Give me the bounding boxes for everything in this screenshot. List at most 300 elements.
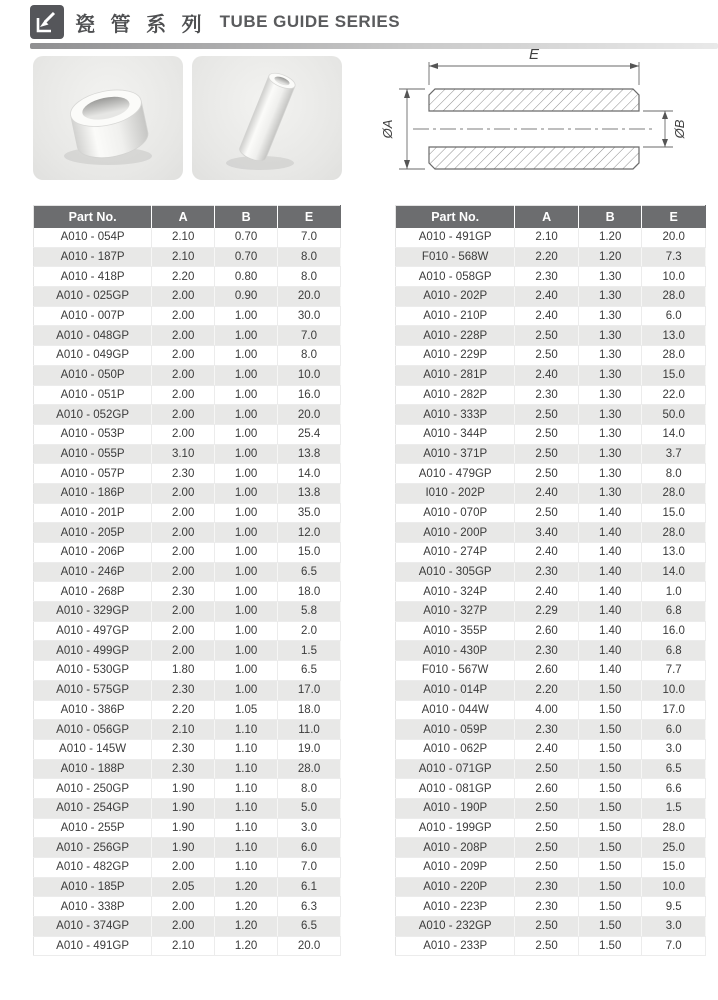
value-cell: 2.00 [152,858,215,878]
value-cell: 6.8 [642,641,706,661]
value-cell: 11.0 [278,720,341,740]
value-cell: 1.00 [215,641,278,661]
value-cell: 2.50 [515,424,579,444]
value-cell: 7.0 [642,936,706,956]
part-no-cell: A010 - 491GP [396,228,515,248]
part-no-cell: A010 - 575GP [34,680,152,700]
value-cell: 28.0 [642,523,706,543]
table-row [34,602,341,622]
part-no-cell: A010 - 371P [396,444,515,464]
value-cell: 2.10 [152,228,215,248]
value-cell: 2.00 [152,405,215,425]
value-cell: 2.50 [515,838,579,858]
value-cell: 2.30 [152,680,215,700]
value-cell: 1.10 [215,720,278,740]
col-header-a: A [152,206,215,228]
value-cell: 10.0 [642,680,706,700]
value-cell: 1.10 [215,798,278,818]
value-cell: 35.0 [278,503,341,523]
value-cell: 1.20 [215,936,278,956]
table-row [396,858,706,878]
table-header-row [34,206,341,228]
col-header-b: B [215,206,278,228]
value-cell: 1.00 [215,483,278,503]
table-row [34,365,341,385]
value-cell: 2.50 [515,798,579,818]
value-cell: 1.00 [215,306,278,326]
value-cell: 1.50 [578,858,642,878]
part-no-cell: A010 - 223P [396,897,515,917]
value-cell: 8.0 [278,346,341,366]
value-cell: 20.0 [278,287,341,307]
value-cell: 6.0 [642,720,706,740]
value-cell: 25.0 [642,838,706,858]
part-no-cell: A010 - 081GP [396,779,515,799]
value-cell: 1.50 [578,838,642,858]
table-row [396,228,706,248]
value-cell: 1.30 [578,346,642,366]
value-cell: 2.30 [515,562,579,582]
value-cell: 1.00 [215,543,278,563]
value-cell: 1.50 [578,700,642,720]
table-row [396,621,706,641]
value-cell: 8.0 [278,247,341,267]
part-no-cell: A010 - 050P [34,365,152,385]
table-row [34,917,341,937]
value-cell: 2.40 [515,306,579,326]
value-cell: 6.5 [642,759,706,779]
value-cell: 15.0 [642,365,706,385]
value-cell: 2.10 [152,936,215,956]
value-cell: 2.00 [152,483,215,503]
part-no-cell: A010 - 186P [34,483,152,503]
value-cell: 28.0 [642,287,706,307]
part-no-cell: A010 - 209P [396,858,515,878]
value-cell: 1.00 [215,424,278,444]
value-cell: 2.40 [515,365,579,385]
part-no-cell: A010 - 386P [34,700,152,720]
value-cell: 0.90 [215,287,278,307]
col-header-b: B [578,206,642,228]
part-no-cell: A010 - 374GP [34,917,152,937]
value-cell: 1.30 [578,405,642,425]
value-cell: 17.0 [278,680,341,700]
value-cell: 3.10 [152,444,215,464]
table-row [396,287,706,307]
part-no-cell: A010 - 048GP [34,326,152,346]
table-row [396,680,706,700]
value-cell: 13.8 [278,483,341,503]
part-no-cell: A010 - 530GP [34,661,152,681]
table-row [34,661,341,681]
value-cell: 1.40 [578,503,642,523]
value-cell: 3.7 [642,444,706,464]
part-no-cell: A010 - 007P [34,306,152,326]
table-row [396,306,706,326]
table-row [396,582,706,602]
value-cell: 19.0 [278,739,341,759]
value-cell: 2.40 [515,287,579,307]
value-cell: 2.05 [152,877,215,897]
tube-top-wall [429,89,639,111]
value-cell: 1.90 [152,779,215,799]
value-cell: 6.0 [278,838,341,858]
table-row [396,464,706,484]
value-cell: 1.20 [578,247,642,267]
value-cell: 1.00 [215,385,278,405]
value-cell: 5.8 [278,602,341,622]
value-cell: 2.30 [515,267,579,287]
col-header-part-no: Part No. [34,206,152,228]
value-cell: 13.0 [642,326,706,346]
table-row [396,326,706,346]
part-no-cell: A010 - 497GP [34,621,152,641]
part-no-cell: A010 - 187P [34,247,152,267]
table-row [396,838,706,858]
table-row [34,798,341,818]
table-row [396,759,706,779]
table-row [396,346,706,366]
value-cell: 2.60 [515,779,579,799]
value-cell: 2.20 [152,700,215,720]
value-cell: 7.3 [642,247,706,267]
value-cell: 1.90 [152,818,215,838]
part-no-cell: A010 - 055P [34,444,152,464]
value-cell: 1.00 [215,503,278,523]
value-cell: 1.90 [152,838,215,858]
col-header-e: E [642,206,706,228]
value-cell: 14.0 [278,464,341,484]
value-cell: 28.0 [642,346,706,366]
part-no-cell: A010 - 059P [396,720,515,740]
spec-table-left [33,205,341,956]
value-cell: 7.0 [278,326,341,346]
part-no-cell: A010 - 305GP [396,562,515,582]
value-cell: 1.00 [215,661,278,681]
value-cell: 1.50 [578,877,642,897]
value-cell: 1.00 [215,346,278,366]
part-no-cell: A010 - 268P [34,582,152,602]
table-row [34,680,341,700]
part-no-cell: A010 - 418P [34,267,152,287]
part-no-cell: A010 - 228P [396,326,515,346]
value-cell: 1.40 [578,661,642,681]
part-no-cell: F010 - 568W [396,247,515,267]
value-cell: 1.40 [578,621,642,641]
part-no-cell: A010 - 052GP [34,405,152,425]
value-cell: 2.00 [152,523,215,543]
value-cell: 18.0 [278,582,341,602]
value-cell: 1.40 [578,523,642,543]
table-row [34,838,341,858]
value-cell: 2.30 [152,582,215,602]
value-cell: 1.10 [215,779,278,799]
value-cell: 1.00 [215,405,278,425]
value-cell: 2.00 [152,562,215,582]
table-row [34,759,341,779]
value-cell: 8.0 [278,267,341,287]
value-cell: 17.0 [642,700,706,720]
table-row [34,444,341,464]
table-row [396,798,706,818]
value-cell: 1.30 [578,326,642,346]
table-row [34,641,341,661]
value-cell: 2.50 [515,405,579,425]
page-header [30,5,400,39]
value-cell: 10.0 [642,877,706,897]
value-cell: 20.0 [642,228,706,248]
table-row [34,700,341,720]
value-cell: 1.20 [215,897,278,917]
table-row [34,897,341,917]
value-cell: 1.50 [578,720,642,740]
part-no-cell: A010 - 250GP [34,779,152,799]
value-cell: 18.0 [278,700,341,720]
part-no-cell: A010 - 281P [396,365,515,385]
value-cell: 3.0 [642,739,706,759]
part-no-cell: A010 - 324P [396,582,515,602]
table-row [396,720,706,740]
part-no-cell: A010 - 256GP [34,838,152,858]
value-cell: 2.00 [152,897,215,917]
value-cell: 14.0 [642,424,706,444]
part-no-cell: A010 - 229P [396,346,515,366]
table-row [34,562,341,582]
value-cell: 3.0 [642,917,706,937]
value-cell: 7.0 [278,858,341,878]
table-row [34,621,341,641]
corner-arrow-icon [30,5,64,39]
value-cell: 2.60 [515,621,579,641]
value-cell: 22.0 [642,385,706,405]
part-no-cell: A010 - 274P [396,543,515,563]
table-row [34,779,341,799]
value-cell: 1.90 [152,798,215,818]
value-cell: 6.3 [278,897,341,917]
part-no-cell: A010 - 205P [34,523,152,543]
tube-photo-short [33,56,183,180]
table-row [396,739,706,759]
part-no-cell: A010 - 188P [34,759,152,779]
part-no-cell: A010 - 255P [34,818,152,838]
part-no-cell: A010 - 208P [396,838,515,858]
table-row [34,503,341,523]
value-cell: 50.0 [642,405,706,425]
part-no-cell: A010 - 190P [396,798,515,818]
dimension-diagram [381,44,711,199]
value-cell: 1.30 [578,306,642,326]
value-cell: 1.40 [578,582,642,602]
part-no-cell: A010 - 499GP [34,641,152,661]
value-cell: 2.30 [515,385,579,405]
value-cell: 1.10 [215,739,278,759]
table-row [34,936,341,956]
value-cell: 1.30 [578,444,642,464]
value-cell: 1.40 [578,562,642,582]
value-cell: 12.0 [278,523,341,543]
table-row [396,818,706,838]
value-cell: 14.0 [642,562,706,582]
value-cell: 6.6 [642,779,706,799]
table-row [396,877,706,897]
value-cell: 1.10 [215,759,278,779]
part-no-cell: A010 - 344P [396,424,515,444]
table-row [34,720,341,740]
part-no-cell: A010 - 014P [396,680,515,700]
part-no-cell: A010 - 338P [34,897,152,917]
value-cell: 1.00 [215,680,278,700]
part-no-cell: A010 - 200P [396,523,515,543]
part-no-cell: A010 - 482GP [34,858,152,878]
part-no-cell: A010 - 254GP [34,798,152,818]
dim-label-length: E [528,46,540,63]
value-cell: 8.0 [278,779,341,799]
table-row [396,602,706,622]
value-cell: 1.20 [215,917,278,937]
value-cell: 2.00 [152,641,215,661]
value-cell: 1.30 [578,464,642,484]
value-cell: 1.30 [578,267,642,287]
value-cell: 2.00 [152,503,215,523]
value-cell: 7.0 [278,228,341,248]
col-header-a: A [515,206,579,228]
value-cell: 2.00 [152,917,215,937]
value-cell: 1.10 [215,858,278,878]
value-cell: 2.00 [152,287,215,307]
value-cell: 1.00 [215,523,278,543]
value-cell: 2.40 [515,582,579,602]
table-row [34,858,341,878]
value-cell: 1.30 [578,287,642,307]
tube-photo-long [192,56,342,180]
tube-bottom-wall [429,147,639,169]
part-no-cell: A010 - 062P [396,739,515,759]
part-no-cell: A010 - 199GP [396,818,515,838]
value-cell: 2.50 [515,858,579,878]
table-row [34,306,341,326]
value-cell: 15.0 [642,503,706,523]
part-no-cell: A010 - 053P [34,424,152,444]
value-cell: 1.10 [215,818,278,838]
value-cell: 1.50 [578,680,642,700]
part-no-cell: A010 - 145W [34,739,152,759]
table-row [34,267,341,287]
value-cell: 1.50 [578,798,642,818]
value-cell: 7.7 [642,661,706,681]
value-cell: 20.0 [278,936,341,956]
table-row [396,483,706,503]
value-cell: 1.05 [215,700,278,720]
value-cell: 30.0 [278,306,341,326]
value-cell: 1.30 [578,483,642,503]
table-row [396,700,706,720]
table-row [34,464,341,484]
table-row [396,562,706,582]
value-cell: 2.50 [515,818,579,838]
value-cell: 16.0 [278,385,341,405]
value-cell: 10.0 [278,365,341,385]
value-cell: 2.50 [515,326,579,346]
value-cell: 2.00 [152,385,215,405]
value-cell: 3.0 [278,818,341,838]
value-cell: 1.80 [152,661,215,681]
part-no-cell: A010 - 329GP [34,602,152,622]
part-no-cell: A010 - 051P [34,385,152,405]
part-no-cell: A010 - 070P [396,503,515,523]
value-cell: 2.40 [515,543,579,563]
value-cell: 2.50 [515,917,579,937]
value-cell: 6.5 [278,562,341,582]
value-cell: 2.30 [515,720,579,740]
table-row [396,365,706,385]
part-no-cell: A010 - 058GP [396,267,515,287]
part-no-cell: A010 - 333P [396,405,515,425]
value-cell: 2.30 [152,464,215,484]
value-cell: 1.30 [578,365,642,385]
value-cell: 1.50 [578,818,642,838]
value-cell: 0.70 [215,228,278,248]
value-cell: 2.60 [515,661,579,681]
value-cell: 6.5 [278,917,341,937]
table-row [396,779,706,799]
value-cell: 1.10 [215,838,278,858]
value-cell: 3.40 [515,523,579,543]
part-no-cell: A010 - 479GP [396,464,515,484]
value-cell: 1.0 [642,582,706,602]
table-row [34,818,341,838]
value-cell: 1.50 [578,739,642,759]
table-row [396,897,706,917]
value-cell: 2.30 [152,759,215,779]
value-cell: 1.00 [215,621,278,641]
value-cell: 2.20 [515,247,579,267]
value-cell: 2.00 [152,424,215,444]
part-no-cell: A010 - 210P [396,306,515,326]
table-row [34,346,341,366]
table-row [396,543,706,563]
value-cell: 1.00 [215,326,278,346]
value-cell: 0.80 [215,267,278,287]
table-row [34,739,341,759]
value-cell: 2.10 [152,247,215,267]
value-cell: 13.0 [642,543,706,563]
table-row [34,228,341,248]
value-cell: 1.5 [278,641,341,661]
table-row [34,523,341,543]
table-row [34,877,341,897]
value-cell: 2.10 [515,228,579,248]
value-cell: 1.40 [578,602,642,622]
table-row [396,385,706,405]
part-no-cell: A010 - 430P [396,641,515,661]
value-cell: 0.70 [215,247,278,267]
value-cell: 2.00 [152,306,215,326]
table-row [396,523,706,543]
value-cell: 2.50 [515,464,579,484]
table-row [396,503,706,523]
value-cell: 16.0 [642,621,706,641]
value-cell: 1.20 [578,228,642,248]
value-cell: 2.10 [152,720,215,740]
part-no-cell: A010 - 057P [34,464,152,484]
value-cell: 2.29 [515,602,579,622]
value-cell: 2.50 [515,503,579,523]
table-header-row [396,206,706,228]
value-cell: 1.00 [215,365,278,385]
value-cell: 15.0 [278,543,341,563]
page-title-en: TUBE GUIDE SERIES [219,12,401,31]
value-cell: 6.5 [278,661,341,681]
